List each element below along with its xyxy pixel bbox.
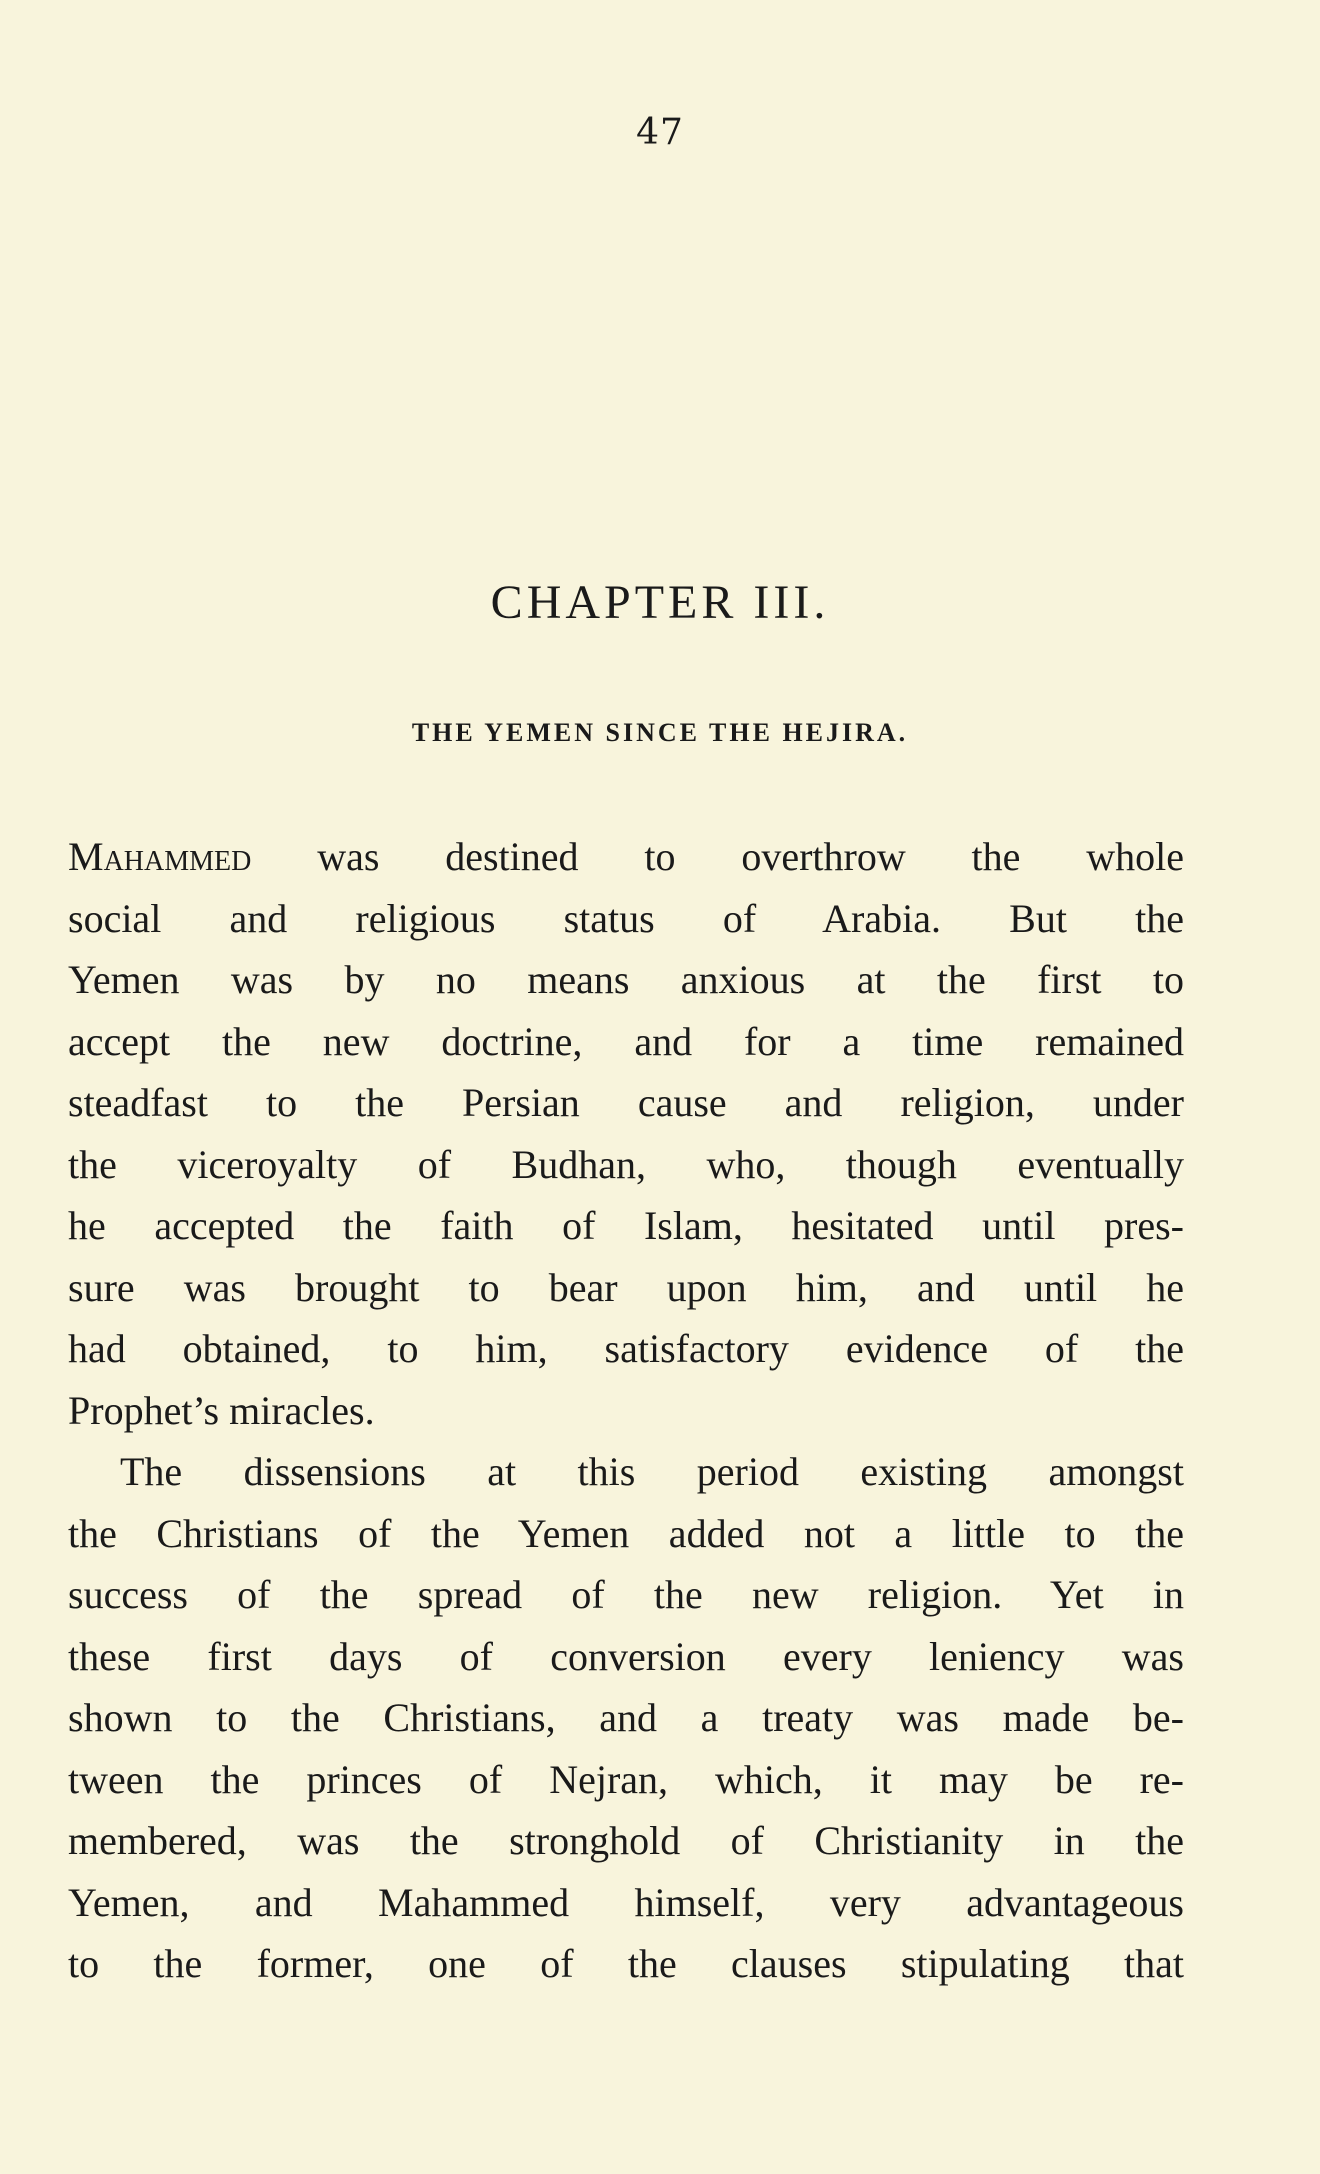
text-line: the viceroyalty of Budhan, who, though eventually: [68, 1141, 1184, 1187]
text-line: success of the spread of the new religion. Yet in: [68, 1572, 1184, 1617]
text-line: social and religious status of Arabia. But the: [68, 895, 1184, 941]
text-line: Yemen, and Mahammed himself, very advantageous: [68, 1879, 1184, 1925]
text-line: Yemen was by no means anxious at the first to: [68, 957, 1184, 1002]
text-line: tween the princes of Nejran, which, it may be re-: [68, 1756, 1184, 1802]
text-line: membered, was the stronghold of Christianity in the: [68, 1818, 1184, 1863]
text-line: he accepted the faith of Islam, hesitated until pres-: [68, 1203, 1184, 1248]
text-line: sure was brought to bear upon him, and until he: [68, 1264, 1184, 1310]
text-line: steadfast to the Persian cause and religion, under: [68, 1080, 1184, 1125]
text-line: these first days of conversion every leniency was: [68, 1633, 1184, 1679]
page-number: 47: [636, 112, 684, 153]
text-line: shown to the Christians, and a treaty was made be-: [68, 1695, 1184, 1740]
text-line: Prophet’s miracles.: [68, 1387, 375, 1433]
text-line: accept the new doctrine, and for a time remained: [68, 1018, 1184, 1064]
text-line: had obtained, to him, satisfactory evidence of the: [68, 1326, 1184, 1371]
chapter-subtitle: THE YEMEN SINCE THE HEJIRA.: [411, 718, 909, 747]
text-line: the Christians of the Yemen added not a little to the: [68, 1510, 1184, 1556]
text-line: The dissensions at this period existing amongst: [120, 1449, 1184, 1494]
body-text: [68, 826, 1184, 1995]
lead-word: Mahammed: [68, 834, 252, 879]
text-line: to the former, one of the clauses stipulating that: [68, 1941, 1184, 1986]
chapter-title: CHAPTER III.: [490, 576, 830, 629]
text-line: Mahammed was destined to overthrow the whole: [68, 834, 1184, 879]
